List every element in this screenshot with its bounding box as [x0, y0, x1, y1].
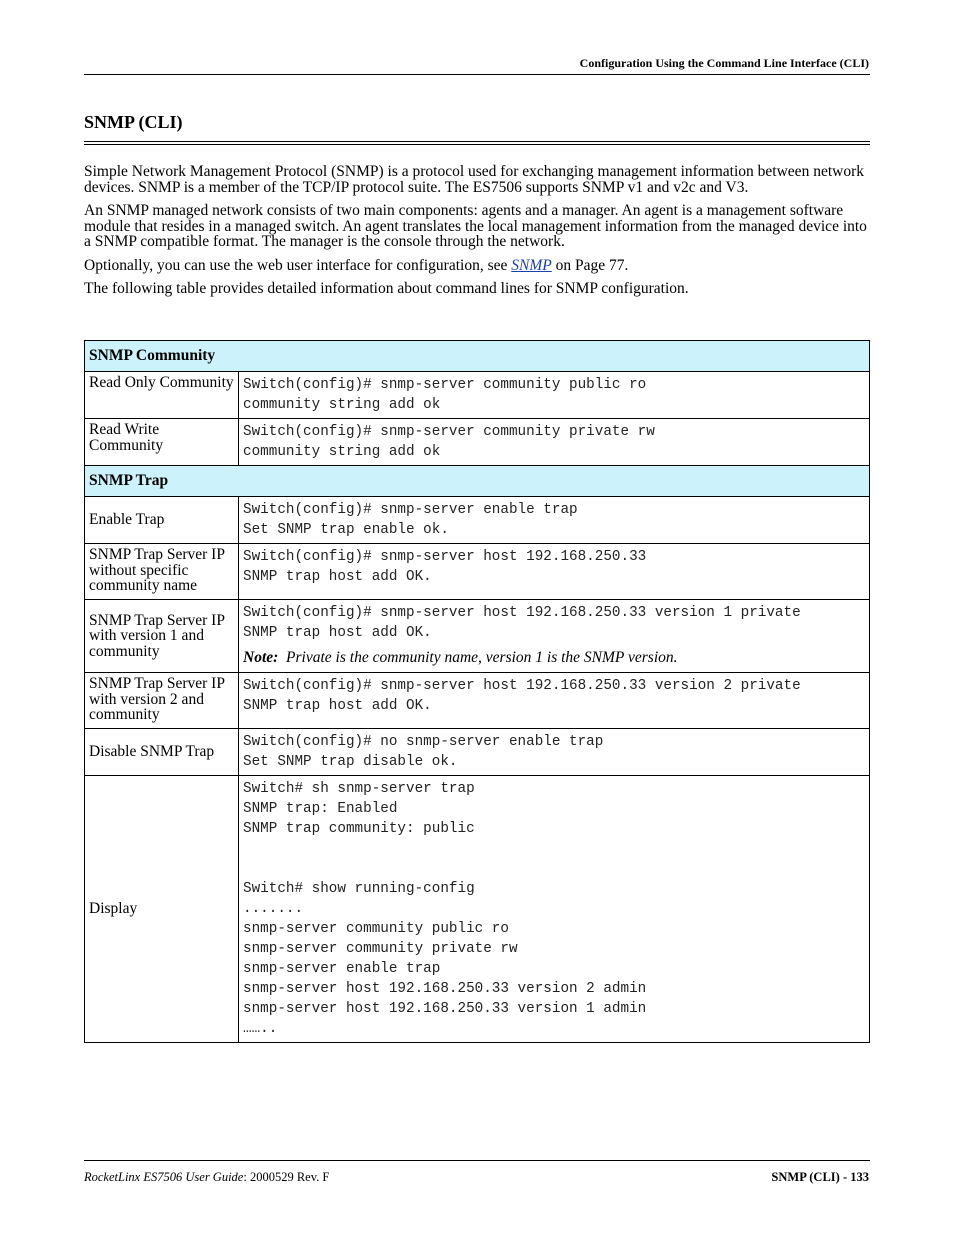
- row-label: Disable SNMP Trap: [85, 729, 239, 776]
- footer-document-info: [84, 1170, 329, 1185]
- intro-p3-before: Optionally, you can use the web user interface for configuration, see: [84, 256, 512, 274]
- row-label: SNMP Trap Server IP with version 2 and community: [85, 673, 239, 729]
- table-row: [85, 372, 870, 419]
- header-rule: [84, 74, 870, 75]
- footer-doc-number: : 2000529 Rev. F: [243, 1170, 330, 1184]
- snmp-command-table: [84, 340, 870, 1043]
- row-command: [239, 729, 870, 776]
- row-label: SNMP Trap Server IP without specific community name: [85, 544, 239, 600]
- table-row: [85, 673, 870, 729]
- table-row: [85, 466, 870, 497]
- section-rule: [84, 141, 870, 145]
- section-header-trap: SNMP Trap: [85, 466, 870, 497]
- footer-rule: [84, 1160, 870, 1161]
- command-text: Switch(config)# snmp-server host 192.168.250.33 SNMP trap host add OK.: [243, 549, 647, 585]
- footer-guide: User Guide: [185, 1170, 244, 1184]
- table-row: [85, 341, 870, 372]
- row-command: [239, 776, 870, 1043]
- section-header-community: SNMP Community: [85, 341, 870, 372]
- spacer: [243, 839, 865, 879]
- table-row: [85, 497, 870, 544]
- command-text: Switch# show running-config ....... snmp-server community public ro snmp-server community private rw snmp-server enable trap snmp-server host 192.168.250.33 version 2 admin snmp-server host 192.168.250.33 version 1 admin ……..: [243, 881, 647, 1037]
- intro-p3-after: on Page 77.: [551, 256, 629, 274]
- section-title: SNMP (CLI): [84, 112, 183, 132]
- row-label: Read Write Community: [85, 419, 239, 466]
- command-text: Switch(config)# snmp-server host 192.168.250.33 version 1 private SNMP trap host add OK.: [243, 605, 801, 641]
- intro-paragraph-3: [84, 258, 870, 274]
- table-row: [85, 600, 870, 673]
- row-command: [239, 497, 870, 544]
- note-label: Note:: [243, 649, 279, 666]
- command-text: Switch(config)# snmp-server community private rw community string add ok: [243, 424, 655, 460]
- row-command: [239, 673, 870, 729]
- running-header: Configuration Using the Command Line Interface (CLI): [579, 56, 869, 70]
- note-body: Private is the community name, version 1 is the SNMP version.: [286, 649, 678, 666]
- row-command: [239, 544, 870, 600]
- intro-paragraph-2: An SNMP managed network consists of two main components: agents and a manager. An agent is a management software module that resides in a managed switch. An agent translates the local management information from the managed device into a SNMP compatible format. The manager is the console through the network.: [84, 202, 867, 250]
- command-text: Switch(config)# no snmp-server enable trap Set SNMP trap disable ok.: [243, 734, 604, 770]
- note-text: [243, 649, 865, 667]
- row-label: Display: [85, 776, 239, 1043]
- intro-paragraph-4: The following table provides detailed information about command lines for SNMP configuration.: [84, 280, 689, 297]
- command-text: Switch# sh snmp-server trap SNMP trap: Enabled SNMP trap community: public: [243, 781, 475, 837]
- table-row: [85, 776, 870, 1043]
- command-text: Switch(config)# snmp-server community public ro community string add ok: [243, 377, 647, 413]
- table-row: [85, 419, 870, 466]
- footer-product: RocketLinx ES7506: [84, 1170, 183, 1184]
- row-label: Read Only Community: [85, 372, 239, 419]
- command-text: Switch(config)# snmp-server host 192.168.250.33 version 2 private SNMP trap host add OK.: [243, 678, 801, 714]
- table-row: [85, 544, 870, 600]
- row-label: Enable Trap: [85, 497, 239, 544]
- row-label: SNMP Trap Server IP with version 1 and community: [85, 600, 239, 673]
- row-command: [239, 372, 870, 419]
- command-text: Switch(config)# snmp-server enable trap Set SNMP trap enable ok.: [243, 502, 578, 538]
- intro-paragraph-1: Simple Network Management Protocol (SNMP) is a protocol used for exchanging management information between network devices. SNMP is a member of the TCP/IP protocol suite. The ES7506 supports SNMP v1 and v2c and V3.: [84, 163, 864, 196]
- row-command: [239, 600, 870, 673]
- intro-text: [84, 164, 870, 305]
- footer-page-number: SNMP (CLI) - 133: [771, 1170, 869, 1184]
- row-command: [239, 419, 870, 466]
- table-row: [85, 729, 870, 776]
- snmp-link[interactable]: SNMP: [511, 256, 552, 274]
